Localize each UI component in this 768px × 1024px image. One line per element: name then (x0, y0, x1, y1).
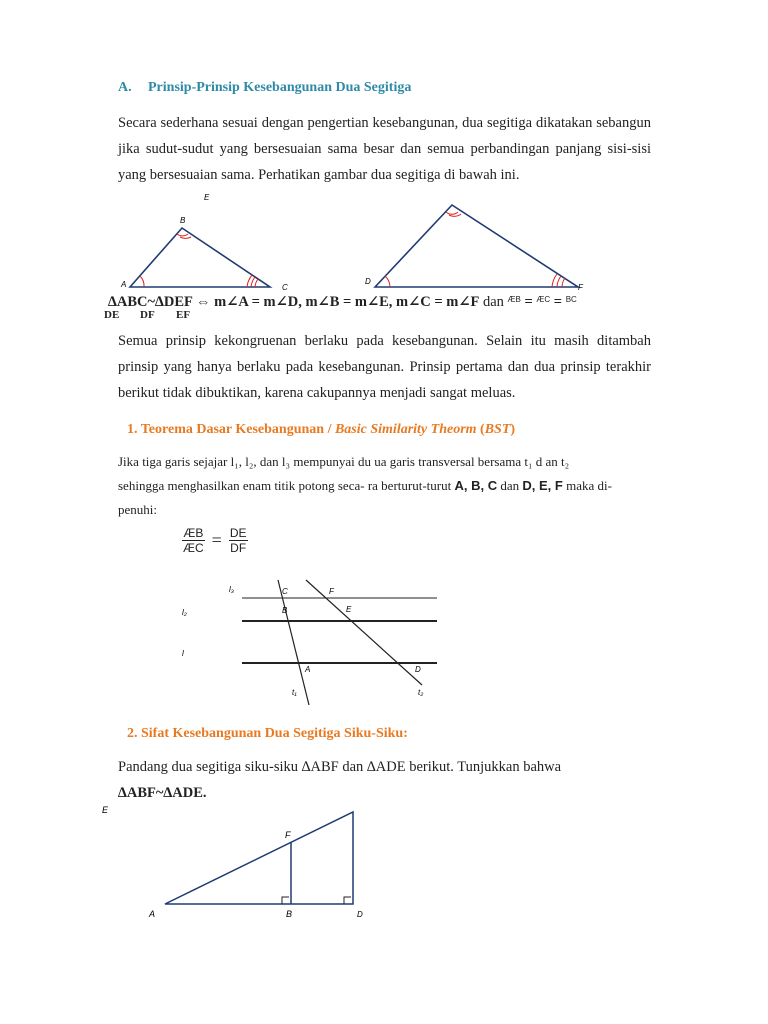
section-1-italic: Basic Similarity Theorm (334, 422, 477, 437)
label-t1: t₁ (292, 688, 297, 697)
right-angle-d-mark (344, 897, 351, 904)
label-b-point: B (282, 606, 288, 615)
bst-mid: dan (497, 478, 523, 493)
ratio-top-3: BC (565, 295, 577, 304)
bst-equals: = (211, 530, 222, 550)
section-a-number: A. (118, 80, 132, 95)
angle-b-mark-2 (180, 237, 191, 238)
transversal-t1 (278, 580, 309, 705)
ratio-bottom-3: EF (176, 309, 191, 321)
ratio-top-1: ÆB (507, 295, 521, 304)
bst-right-fraction (229, 526, 248, 555)
angle-e-mark (446, 212, 458, 214)
label-e-rt: E (102, 805, 109, 815)
bst-text-4: penuhi: (118, 502, 157, 517)
label-d-point: D (415, 665, 421, 674)
principles-paragraph: Semua prinsip kekongruenan berlaku pada kesebangunan. Selain itu masih ditambah prinsip yang hanya berlaku pada kesebangunan. Prinsip pertama dan dua prinsip terakhir berikut tidak dibuktikan, karena cakupannya menjadi sangat meluas. (118, 333, 651, 401)
section-1-end: ) (510, 422, 516, 437)
label-d: D (365, 277, 371, 286)
bst-text-2: sehingga menghasilkan enam titik potong seca- ra berturut-turut (118, 478, 455, 493)
angle-f-mark-2 (557, 276, 561, 287)
similarity-statement-line: ∆ABC~∆DEF ⇔ m∠A = m∠D, m∠B = m∠E, m∠C = m∠F dan ÆB = ÆC = BC (108, 294, 577, 310)
label-a-point: A (305, 665, 311, 674)
right-triangle-paragraph (118, 754, 651, 806)
triangle-ade (165, 812, 353, 904)
section-a-heading (118, 80, 411, 96)
transversal-t2 (306, 580, 422, 685)
label-f-rt: F (285, 830, 291, 840)
rt-text-1: Pandang dua segitiga siku-siku ∆ABF dan ∆ADE berikut. Tunjukkan bahwa (118, 759, 562, 775)
label-a: A (121, 280, 127, 289)
section-2-heading: 2. Sifat Kesebangunan Dua Segitiga Siku-Siku: (127, 726, 408, 741)
bst-left-fraction (182, 526, 205, 555)
label-b: B (180, 216, 186, 225)
bst-left-num: ÆB (183, 526, 204, 540)
label-d-rt: D (357, 910, 363, 919)
section-1-label: 1. Teorema Dasar Kesebangunan / (127, 422, 335, 437)
section-1-heading (127, 422, 515, 438)
angle-d-mark (385, 276, 390, 287)
triangle-def (375, 205, 578, 287)
label-t2: t₂ (418, 688, 424, 697)
angle-a-mark (140, 276, 144, 287)
similarity-dan: dan (482, 294, 504, 310)
similar-triangles-figure (100, 188, 660, 298)
angle-c-mark (255, 279, 258, 287)
bst-text-3: maka di- (562, 478, 612, 493)
bst-right-num: DE (229, 526, 247, 540)
right-triangles-figure (95, 800, 395, 930)
bst-paragraph (118, 450, 685, 522)
label-f: F (578, 283, 583, 292)
intro-paragraph: Secara sederhana sesuai dengan pengertian kesebangunan, dua segitiga dikatakan sebangun jika sudut-sudut yang bersesuaian sama besar dan semua perbandingan panjang sisi-sisi yang bersesuaian sama. Perhatikan gambar dua segitiga di bawah ini. (118, 115, 651, 183)
label-a-rt: A (149, 909, 156, 919)
label-l3: l₃ (229, 585, 234, 594)
stray-e-label: E (204, 193, 210, 202)
bst-text-1: Jika tiga garis sejajar l₁, l₂, dan l₃ mempunyai du ua garis transversal bersama t₁ d an t₂ (118, 454, 570, 469)
angle-f-mark (562, 278, 565, 287)
section-a-title: Prinsip-Prinsip Kesebangunan Dua Segitiga (148, 80, 412, 95)
angle-c-mark-2 (251, 277, 255, 287)
ratio-denominators (104, 309, 212, 321)
label-f-point: F (329, 587, 334, 596)
section-1-paren: ( (476, 422, 485, 437)
ratio-top-2: ÆC (536, 295, 551, 304)
similarity-statement: ∆ABC~∆DEF ⇔ m∠A = m∠D, m∠B = m∠E, m∠C = m∠F (108, 294, 480, 310)
ratio-bottom-2: DF (140, 309, 155, 321)
bst-parallel-lines-figure (170, 575, 450, 705)
label-l2: l₂ (182, 608, 187, 617)
bst-fraction (182, 526, 248, 555)
bst-points-2: D, E, F (522, 478, 563, 493)
label-b-rt: B (286, 909, 293, 919)
section-1-abbr: BST (484, 422, 511, 437)
rt-text-2: ∆ABF~∆ADE. (118, 785, 207, 801)
right-angle-b-mark (282, 897, 289, 904)
bst-points-1: A, B, C (454, 478, 498, 493)
label-l1: l (182, 649, 184, 658)
triangle-abc (130, 228, 270, 287)
ratio-bottom-1: DE (104, 309, 120, 321)
label-c: C (282, 283, 288, 292)
angle-f-mark-3 (552, 274, 557, 287)
bst-left-den: ÆC (183, 541, 204, 555)
label-c-point: C (282, 587, 288, 596)
angle-b-mark (177, 234, 188, 236)
bst-right-den: DF (230, 541, 247, 555)
label-e-point: E (346, 605, 352, 614)
